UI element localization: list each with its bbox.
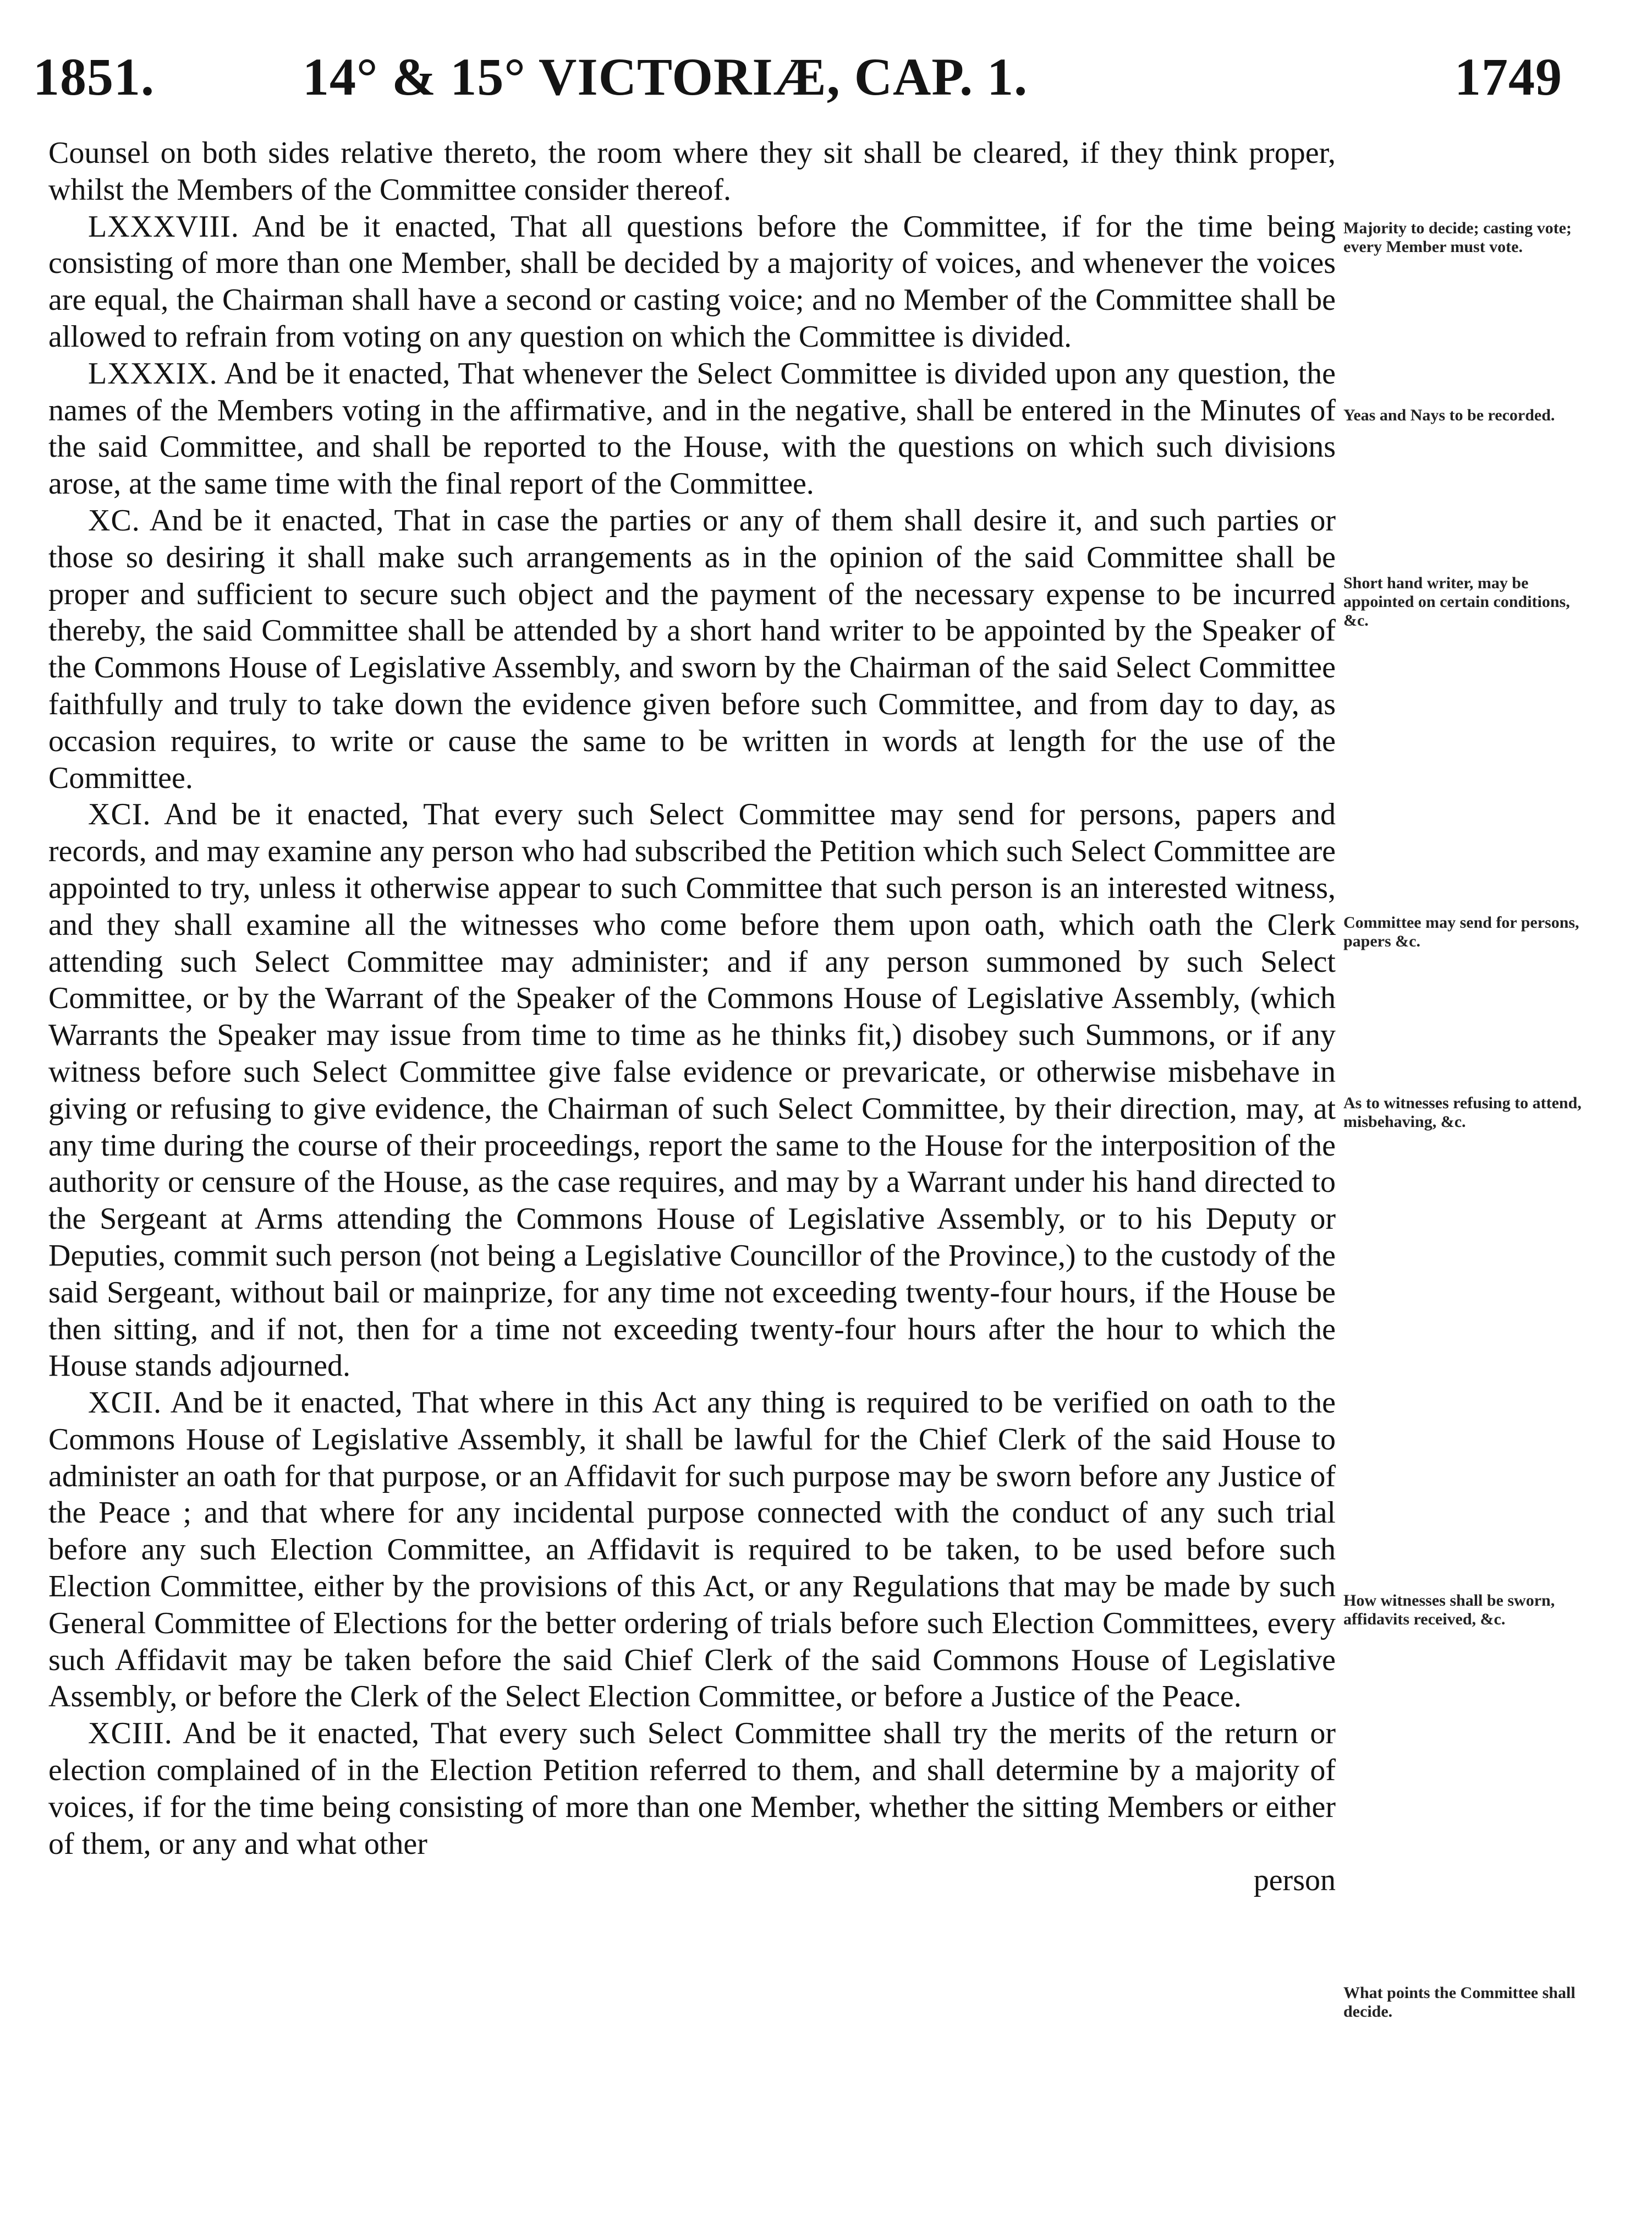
section-xc <box>48 502 1336 796</box>
catchword: person <box>1253 1863 1336 1898</box>
section-number: LXXXIX. <box>88 356 218 391</box>
section-xciii <box>48 1715 1336 1862</box>
margin-note-witnesses-sworn: How witnesses shall be sworn, affidavits received, &c. <box>1343 1591 1555 1628</box>
header-year: 1851. <box>33 47 155 106</box>
page-number: 1749 <box>1455 47 1562 106</box>
section-number: LXXXVIII. <box>88 209 239 244</box>
paragraph-text: And be it enacted, That whenever the Select Committee is divided upon any question, the names of the Members voting in the affirmative, and in the negative, shall be entered in the Minutes of the said Committee, and shall be reported to the House, with the questions on which such divisions arose, at the same time with the final report of the Committee. <box>48 356 1336 501</box>
section-number: XC. <box>88 503 140 538</box>
margin-note-majority: Majority to decide; casting vote; every Member must vote. <box>1343 219 1572 256</box>
paragraph-text: And be it enacted, That every such Select Committee may send for persons, papers and records, and may examine any person who had subscribed the Petition which such Select Committee are appointed to try, unless it otherwise appear to such Committee that such person is an interested witness, and they shall examine all the witnesses who come before them upon oath, which oath the Clerk attending such Select Committee may administer; and if any person summoned by such Select Committee, or by the Warrant of the Speaker of the Commons House of Legislative Assembly, (which Warrants the Speaker may issue from time to time as he thinks fit,) disobey such Summons, or if any witness before such Select Committee give false evidence or prevaricate, or otherwise misbehave in giving or refusing to give evidence, the Chairman of such Select Committee, by their direction, may, at any time during the course of their proceedings, report the same to the House for the interposition of the authority or censure of the House, as the case requires, and may by a Warrant under his hand directed to the Sergeant at Arms attending the Commons House of Legislative Assembly, or to his Deputy or Deputies, commit such person (not being a Legislative Councillor of the Province,) to the custody of the said Sergeant, without bail or mainprize, for any time not exceeding twenty-four hours, if the House be then sitting, and if not, then for a time not exceeding twenty-four hours after the hour to which the House stands adjourned. <box>48 797 1336 1383</box>
margin-note-witnesses-refusing: As to witnesses refusing to attend, misbehaving, &c. <box>1343 1094 1582 1131</box>
section-xcii <box>48 1384 1336 1715</box>
margin-note-send-for-persons: Committee may send for persons, papers &c. <box>1343 913 1579 950</box>
paragraph-continuation <box>48 135 1336 209</box>
paragraph-text: And be it enacted, That in case the parties or any of them shall desire it, and such parties or those so desiring it shall make such arrangements as in the opinion of the said Committee shall be proper and sufficient to secure such object and the payment of the necessary expense to be incurred thereby, the said Committee shall be attended by a short hand writer to be appointed by the Speaker of the Commons House of Legislative Assembly, and sworn by the Chairman of the said Select Committee faithfully and truly to take down the evidence given before such Committee, and from day to day, as occasion requires, to write or cause the same to be written in words at length for the use of the Committee. <box>48 503 1336 795</box>
paragraph-text: And be it enacted, That where in this Act any thing is required to be verified on oath to the Commons House of Legislative Assembly, it shall be lawful for the Chief Clerk of the said House to administer an oath for that purpose, or an Affidavit for such purpose may be sworn before any Justice of the Peace ; and that where for any incidental purpose connected with the conduct of any such trial before any such Election Committee, an Affidavit is required to be taken, to be used before such Election Committee, either by the provisions of this Act, or any Regulations that may be made by such General Committee of Elections for the better ordering of trials before such Election Committees, every such Affidavit may be taken before the said Chief Clerk of the said Commons House of Legislative Assembly, or before the Clerk of the Select Election Committee, or before a Justice of the Peace. <box>48 1386 1336 1714</box>
main-text-column <box>48 135 1336 1899</box>
paragraph-text: And be it enacted, That every such Select Committee shall try the merits of the return or election complained of in the Election Petition referred to them, and shall determine by a majority of voices, if for the time being consisting of more than one Member, whether the sitting Members or either of them, or any and what other <box>48 1716 1336 1861</box>
paragraph-text: Counsel on both sides relative thereto, the room where they sit shall be cleared, if they think proper, whilst the Members of the Committee consider thereof. <box>48 136 1336 207</box>
section-number: XCI. <box>88 797 151 832</box>
section-number: XCIII. <box>88 1716 173 1751</box>
section-lxxxviii <box>48 209 1336 355</box>
section-number: XCII. <box>88 1386 162 1420</box>
section-lxxxix <box>48 355 1336 502</box>
paragraph-text: And be it enacted, That all questions before the Committee, if for the time being consisting of more than one Member, shall be decided by a majority of voices, and whenever the voices are equal, the Chairman shall have a second or casting voice; and no Member of the Committee shall be allowed to refrain from voting on any question on which the Committee is divided. <box>48 209 1336 354</box>
margin-note-short-hand: Short hand writer, may be appointed on certain conditions, &c. <box>1343 574 1570 630</box>
running-header <box>33 44 1562 110</box>
header-title: 14° & 15° VICTORIÆ, CAP. 1. <box>303 47 1028 106</box>
section-xci <box>48 796 1336 1384</box>
margin-note-points-decide: What points the Committee shall decide. <box>1343 1984 1576 2021</box>
margin-note-yeas-nays: Yeas and Nays to be recorded. <box>1343 406 1555 424</box>
